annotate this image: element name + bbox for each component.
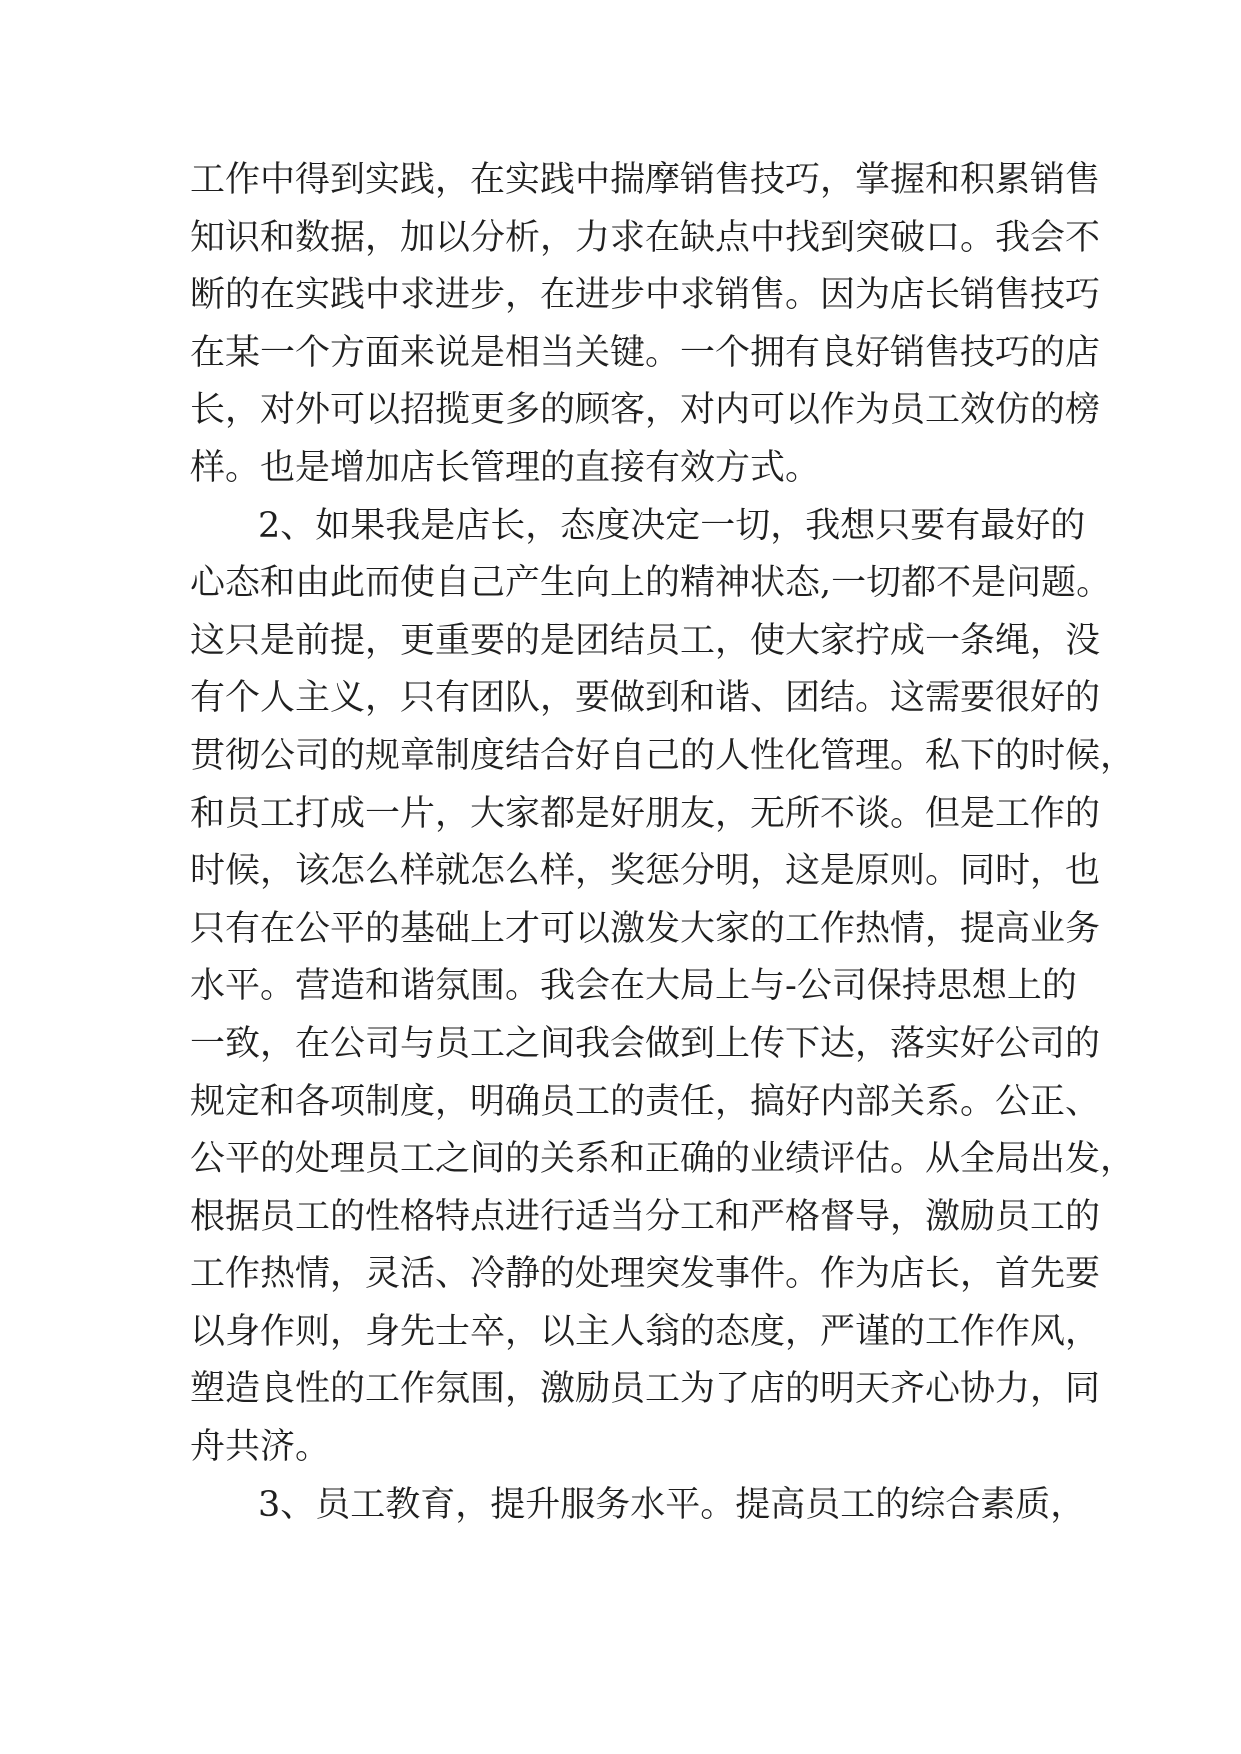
text-line: 在某一个方面来说是相当关键。一个拥有良好销售技巧的店 [190, 332, 1101, 373]
text-line: 公平的处理员工之间的关系和正确的业绩评估。从全局出发， [190, 1139, 1136, 1180]
text-line: 只有在公平的基础上才可以激发大家的工作热情，提高业务 [190, 908, 1101, 949]
text-line: 和员工打成一片，大家都是好朋友，无所不谈。但是工作的 [190, 793, 1101, 834]
text-line: 这只是前提，更重要的是团结员工，使大家拧成一条绳，没 [190, 620, 1101, 661]
paragraph-2-first-line: 2、如果我是店长，态度决定一切，我想只要有最好的 [258, 505, 1086, 546]
document-body [190, 152, 1136, 1534]
text-line: 塑造良性的工作氛围，激励员工为了店的明天齐心协力，同 [190, 1369, 1101, 1410]
text-line: 舟共济。 [190, 1427, 331, 1468]
text-line: 样。也是增加店长管理的直接有效方式。 [190, 447, 821, 488]
text-line: 一致，在公司与员工之间我会做到上传下达，落实好公司的 [190, 1023, 1101, 1064]
paragraph-3-first-line: 3、员工教育，提升服务水平。提高员工的综合素质， [258, 1484, 1086, 1525]
text-line: 贯彻公司的规章制度结合好自己的人性化管理。私下的时候， [190, 735, 1136, 776]
text-line: 水平。营造和谐氛围。我会在大局上与-公司保持思想上的 [190, 966, 1077, 1007]
text-line: 根据员工的性格特点进行适当分工和严格督导，激励员工的 [190, 1196, 1101, 1237]
text-line: 时候，该怎么样就怎么样，奖惩分明，这是原则。同时，也 [190, 851, 1101, 892]
text-line: 断的在实践中求进步，在进步中求销售。因为店长销售技巧 [190, 275, 1101, 316]
text-line: 工作热情，灵活、冷静的处理突发事件。作为店长，首先要 [190, 1254, 1101, 1295]
text-line: 以身作则，身先士卒，以主人翁的态度，严谨的工作作风， [190, 1311, 1101, 1352]
text-line: 工作中得到实践，在实践中揣摩销售技巧，掌握和积累销售 [190, 160, 1101, 200]
text-line: 心态和由此而使自己产生向上的精神状态,一切都不是问题。 [190, 563, 1112, 604]
text-line: 知识和数据，加以分析，力求在缺点中找到突破口。我会不 [190, 217, 1101, 258]
text-line: 有个人主义，只有团队，要做到和谐、团结。这需要很好的 [190, 678, 1101, 719]
text-line: 规定和各项制度，明确员工的责任，搞好内部关系。公正、 [190, 1081, 1101, 1122]
text-line: 长，对外可以招揽更多的顾客，对内可以作为员工效仿的榜 [190, 390, 1101, 431]
